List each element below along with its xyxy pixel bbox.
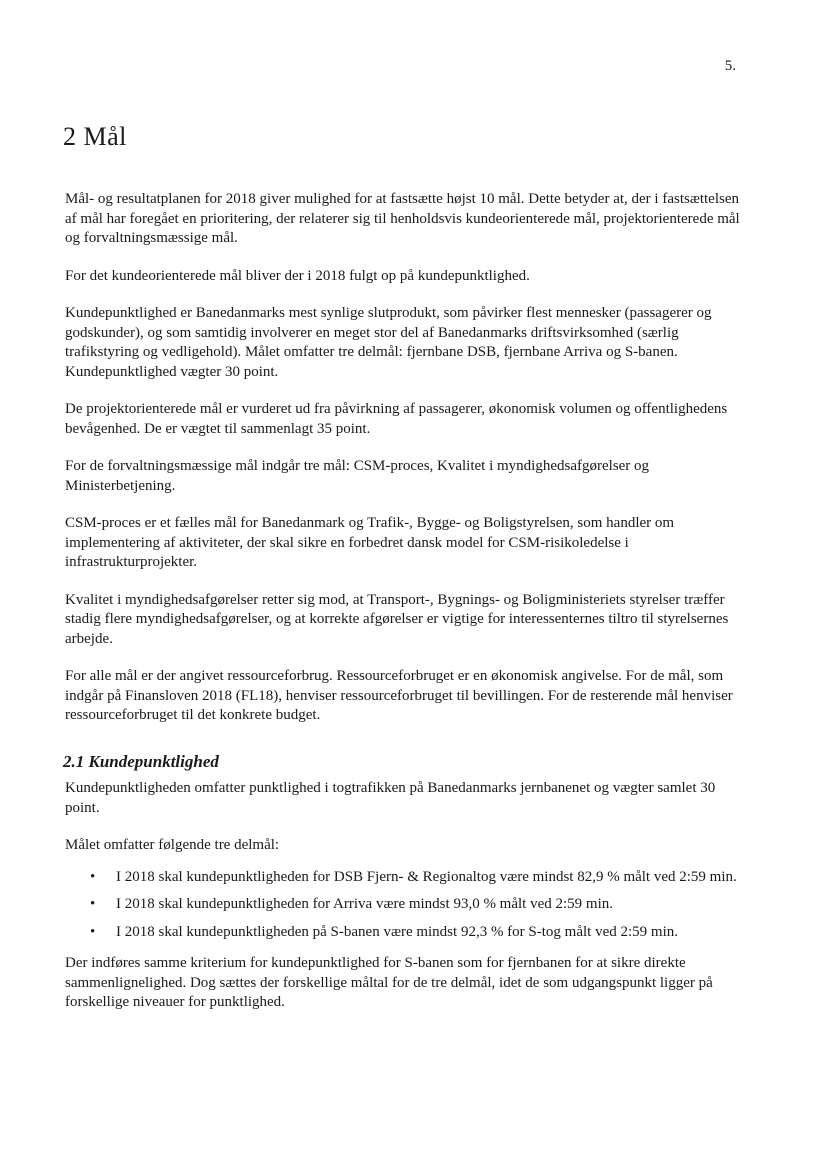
paragraph-quality: Kvalitet i myndighedsafgørelser retter sig mod, at Transport-, Bygnings- og Boligministeriets styrelser træffer stadig flere myndighedsafgørelser, og at korrekte afgørelser er vigtige for interessenternes tiltro til styrelsernes arbejde.: [65, 591, 729, 647]
section-lead: Målet omfatter følgende tre delmål:: [65, 837, 280, 853]
list-item: • I 2018 skal kundepunktligheden for Arriva være mindst 93,0 % målt ved 2:59 min.: [65, 895, 745, 915]
paragraph-customer-goal: For det kundeorienterede mål bliver der i 2018 fulgt op på kundepunktlighed.: [65, 267, 530, 284]
section-intro: Kundepunktligheden omfatter punktlighed i togtrafikken på Banedanmarks jernbanenet og vægter samlet 30 point.: [65, 780, 716, 816]
section-title: 2.1 Kundepunktlighed: [63, 751, 219, 771]
paragraph-intro: Mål- og resultatplanen for 2018 giver mulighed for at fastsætte højst 10 mål. Dette betyder at, der i fastsættelsen af mål har foregået en prioritering, der relaterer sig til henholdsvis kundeorienterede mål, projektorienterede mål og forvaltningsmæssige mål.: [65, 191, 740, 246]
list-item: • I 2018 skal kundepunktligheden for DSB Fjern- & Regionaltog være mindst 82,9 % målt ved 2:59 min.: [65, 868, 745, 888]
paragraph-project-goals: De projektorienterede mål er vurderet ud fra påvirkning af passagerer, økonomisk volumen og offentlighedens bevågenhed. De er vægtet til sammenlagt 35 point.: [65, 401, 728, 437]
section-closing: Der indføres samme kriterium for kundepunktlighed for S-banen som for fjernbanen for at sikre direkte sammenlignelighed. Dog sættes der forskellige måltal for de tre delmål, idet de som udgangspunkt ligger på forskellige niveauer for punktlighed.: [65, 955, 713, 1010]
document-body: [65, 190, 745, 1031]
paragraph-punctuality: Kundepunktlighed er Banedanmarks mest synlige slutprodukt, som påvirker flest mennesker (passagerer og godskunder), og som samtidig involverer en meget stor del af Banedanmarks driftsvirksomhed (særlig trafikstyring og vedligehold). Målet omfatter tre delmål: fjernbane DSB, fjernbane Arriva og S-banen. Kundepunktlighed vægter 30 point.: [65, 305, 712, 380]
list-item: • I 2018 skal kundepunktligheden på S-banen være mindst 92,3 % for S-tog målt ved 2:59 min.: [65, 923, 745, 943]
goal-list: [65, 868, 745, 943]
page-number: 5.: [724, 58, 736, 74]
chapter-title: 2 Mål: [63, 122, 127, 151]
paragraph-resources: For alle mål er der angivet ressourceforbrug. Ressourceforbruget er en økonomisk angivelse. For de mål, som indgår på Finansloven 2018 (FL18), henviser ressourceforbruget til bevillingen. For de resterende mål henviser ressourceforbruget til det konkrete budget.: [65, 668, 733, 723]
paragraph-csm-process: CSM-proces er et fælles mål for Banedanmark og Trafik-, Bygge- og Boligstyrelsen, som handler om implementering af aktiviteter, der skal sikre en forbedret dansk model for CSM-risikoledelse i infrastrukturprojekter.: [65, 515, 675, 570]
paragraph-admin-goals: For de forvaltningsmæssige mål indgår tre mål: CSM-proces, Kvalitet i myndighedsafgørelser og Ministerbetjening.: [65, 458, 650, 494]
